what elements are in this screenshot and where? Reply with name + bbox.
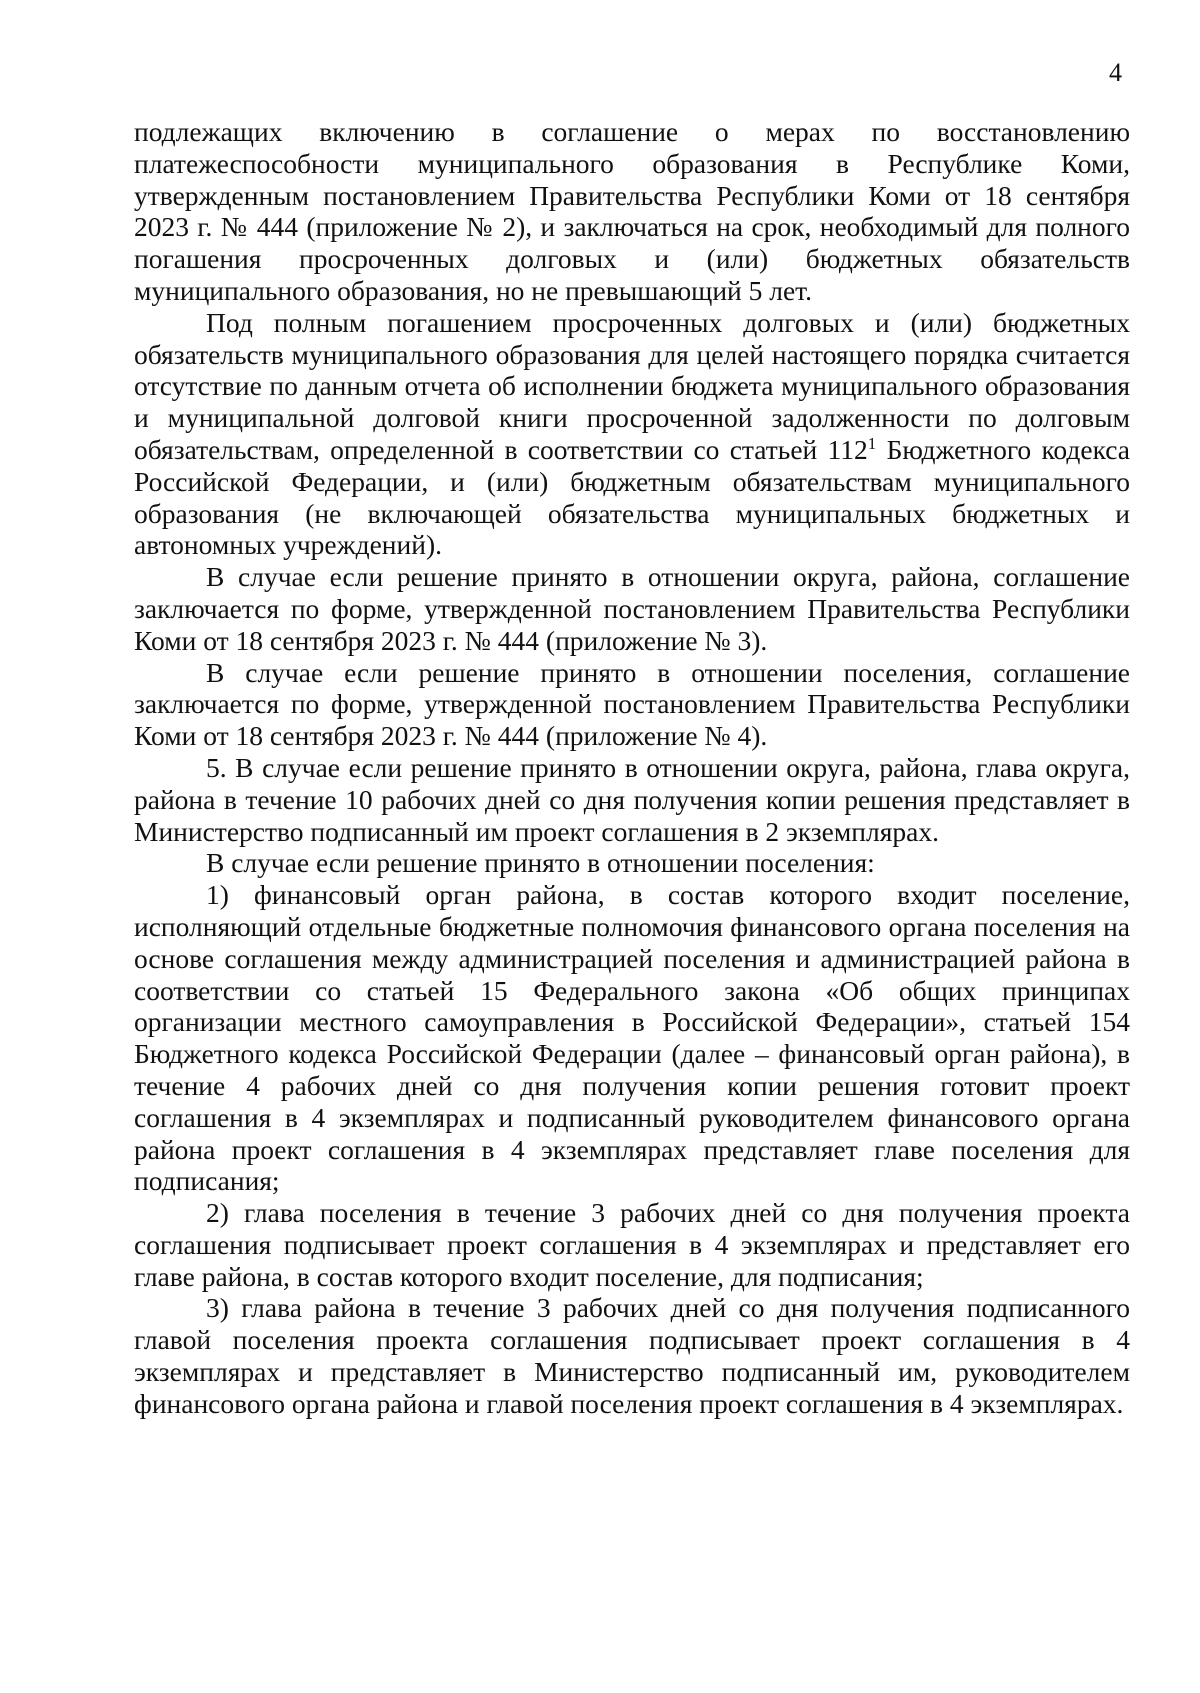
document-body <box>134 116 1130 1420</box>
paragraph-continuation: подлежащих включению в соглашение о мерах по восстановлению платежеспособности муниципального образования в Республике Коми, утвержденным постановлением Правительства Республики Коми от 18 сентября 2023 г. № 444 (приложение № 2), и заключаться на срок, необходимый для полного погашения просроченных долговых и (или) бюджетных обязательств муниципального образования, но не превышающий 5 лет. <box>134 116 1130 306</box>
paragraph-poselenie-intro: В случае если решение принято в отношении поселения: <box>206 847 875 879</box>
paragraph-subitem-3: 3) глава района в течение 3 рабочих дней со дня получения подписанного главой поселения проекта соглашения подписывает проект соглашения в 4 экземплярах и представляет в Министерство подписанный им, руководителем финансового органа района и главой поселения проект соглашения в 4 экземплярах. <box>134 1292 1130 1419</box>
page-number: 4 <box>1109 58 1122 87</box>
paragraph-subitem-1: 1) финансовый орган района, в состав которого входит поселение, исполняющий отдельные бюджетные полномочия финансового органа поселения на основе соглашения между администрацией поселения и администрацией района в соответствии со статьей 15 Федерального закона «Об общих принципах организации местного самоуправления в Российской Федерации», статьей 154 Бюджетного кодекса Российской Федерации (далее – финансовый орган района), в течение 4 рабочих дней со дня получения копии решения готовит проект соглашения в 4 экземплярах и подписанный руководителем финансового органа района проект соглашения в 4 экземплярах представляет главе поселения для подписания; <box>134 879 1130 1197</box>
paragraph-text: Бюджетного кодекса Российской Федерации, и (или) бюджетным обязательствам муниципального образования (не включающей обязательства муниципальных бюджетных и автономных учреждений). <box>134 433 1130 561</box>
paragraph-poselenie-form: В случае если решение принято в отношении поселения, соглашение заключается по форме, утвержденной постановлением Правительства Республики Коми от 18 сентября 2023 г. № 444 (приложение № 4). <box>134 656 1130 752</box>
paragraph-okrug-rayon-form: В случае если решение принято в отношении округа, района, соглашение заключается по форме, утвержденной постановлением Правительства Республики Коми от 18 сентября 2023 г. № 444 (приложение № 3). <box>134 561 1130 656</box>
paragraph-full-repayment-definition <box>134 307 1130 561</box>
superscript-article-index: 1 <box>867 433 877 453</box>
paragraph-item-5: 5. В случае если решение принято в отношении округа, района, глава округа, района в течение 10 рабочих дней со дня получения копии решения представляет в Министерство подписанный им проект соглашения в 2 экземплярах. <box>134 751 1130 847</box>
paragraph-subitem-2: 2) глава поселения в течение 3 рабочих дней со дня получения проекта соглашения подписывает проект соглашения в 4 экземплярах и представляет его главе района, в состав которого входит поселение, для подписания; <box>134 1197 1130 1292</box>
paragraph-text: Под полным погашением просроченных долговых и (или) бюджетных обязательств муниципального образования для целей настоящего порядка считается отсутствие по данным отчета об исполнении бюджета муниципального образования и муниципальной долговой книги просроченной задолженности по долговым обязательствам, определенной в соответствии со статьей 112 <box>134 306 1130 465</box>
